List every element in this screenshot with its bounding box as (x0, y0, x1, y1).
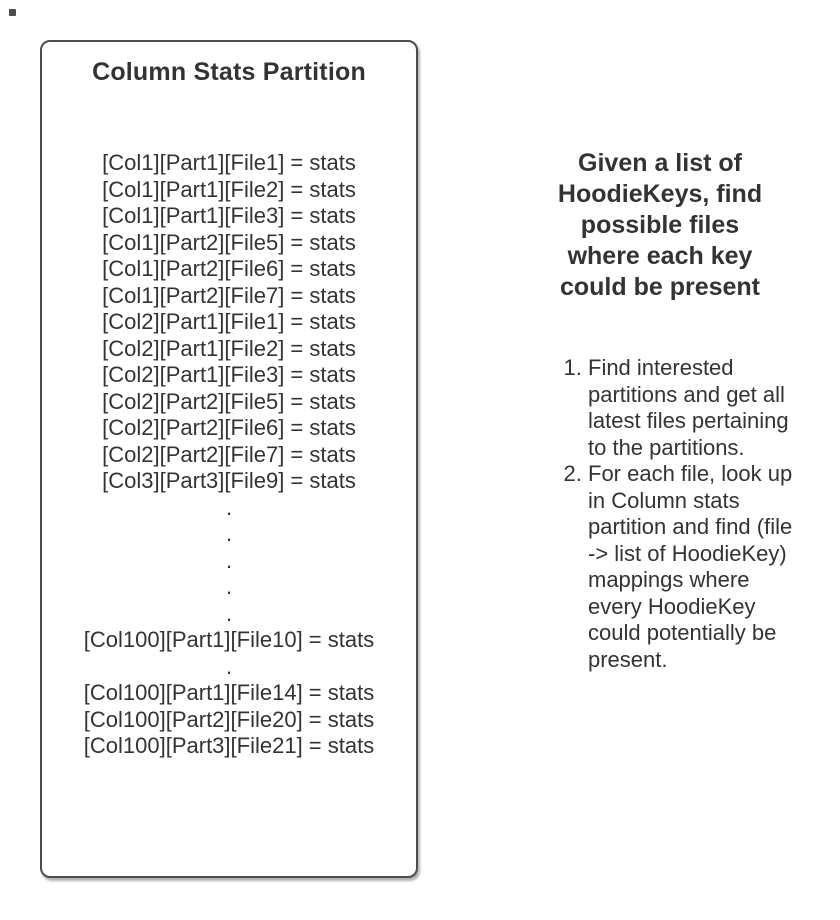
stat-line: . (225, 521, 233, 546)
stat-line: [Col1][Part1][File3] = stats (102, 203, 356, 228)
stat-line: [Col1][Part2][File5] = stats (102, 229, 356, 255)
column-stats-list (42, 150, 416, 760)
stat-line: [Col100][Part3][File21] = stats (83, 733, 375, 758)
edge-artifact-mark (9, 9, 16, 16)
stat-line: . (225, 494, 233, 520)
stat-line: [Col3][Part3][File9] = stats (102, 468, 356, 493)
box-title: Column Stats Partition (92, 58, 366, 86)
stat-line: [Col2][Part1][File1] = stats (102, 309, 356, 334)
step-item: 2. For each file, look up in Column stats partition and find (file -> list of HoodieKey) mappings where every HoodieKey could potentially be present. (588, 461, 798, 673)
stat-line: [Col1][Part2][File7] = stats (102, 282, 356, 308)
stat-line: [Col100][Part1][File14] = stats (83, 680, 375, 705)
stat-line: [Col1][Part1][File1] = stats (102, 150, 356, 175)
stat-line: [Col1][Part2][File6] = stats (102, 256, 356, 281)
stat-line: [Col100][Part2][File20] = stats (83, 706, 375, 732)
stat-line: [Col2][Part1][File3] = stats (102, 362, 356, 387)
side-heading: Given a list of HoodieKeys, find possible files where each key could be present (557, 149, 763, 301)
step-item: 1. Find interested partitions and get all latest files pertaining to the partitions. (588, 355, 798, 461)
stat-line: [Col2][Part1][File2] = stats (102, 335, 356, 361)
stat-line: [Col1][Part1][File2] = stats (102, 176, 356, 202)
stat-line: [Col100][Part1][File10] = stats (83, 627, 375, 652)
steps-list (566, 355, 798, 673)
stat-line: [Col2][Part2][File6] = stats (102, 415, 356, 440)
stat-line: [Col2][Part2][File7] = stats (102, 441, 356, 467)
stat-line: . (225, 653, 233, 679)
stat-line: . (225, 574, 233, 599)
stat-line: . (225, 547, 233, 573)
column-stats-partition-box (40, 40, 418, 878)
stat-line: [Col2][Part2][File5] = stats (102, 388, 356, 414)
stat-line: . (225, 600, 233, 626)
